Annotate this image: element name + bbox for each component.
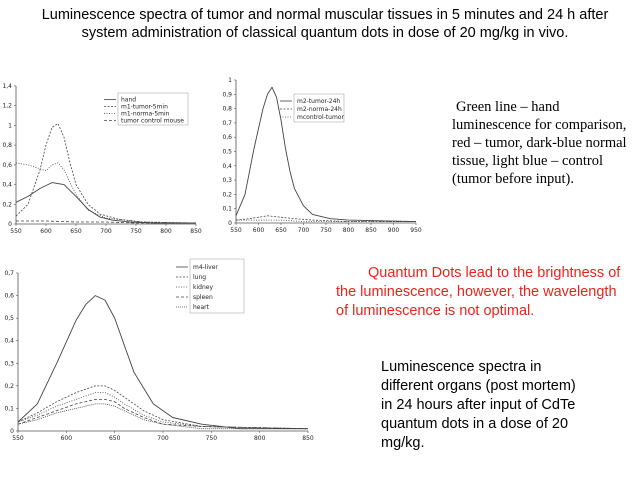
legend-label: m1-norma-5min bbox=[121, 110, 170, 118]
x-tick-label: 600 bbox=[60, 435, 73, 442]
legend-label: m2-tumor-24h bbox=[297, 98, 341, 105]
y-tick-label: 0,3 bbox=[222, 177, 232, 185]
series-line-hand bbox=[16, 183, 196, 223]
x-tick-label: 850 bbox=[365, 227, 377, 234]
y-tick-label: 0,7 bbox=[222, 119, 232, 127]
y-tick-label: 0,6 bbox=[2, 161, 12, 169]
x-tick-label: 700 bbox=[100, 228, 112, 235]
x-tick-label: 550 bbox=[12, 435, 24, 442]
x-tick-label: 650 bbox=[70, 228, 82, 235]
y-tick-label: 0,6 bbox=[4, 292, 14, 300]
y-tick-label: 0,8 bbox=[222, 105, 232, 113]
y-tick-label: 1 bbox=[228, 77, 232, 84]
series-line-m1-norma-5min bbox=[16, 163, 196, 223]
x-tick-label: 750 bbox=[205, 435, 218, 442]
x-tick-label: 550 bbox=[230, 227, 242, 234]
organs-caption: Luminescence spectra in different organs (post mortem) in 24 hours after input of CdTe quantum dots in a dose of 20 mg/kg. bbox=[381, 359, 576, 451]
x-tick-label: 550 bbox=[10, 228, 22, 235]
y-tick-label: 0,4 bbox=[2, 181, 12, 189]
y-tick-label: 0,6 bbox=[222, 134, 232, 142]
y-tick-label: 0 bbox=[10, 428, 14, 435]
y-tick-label: 0,9 bbox=[222, 91, 232, 99]
chart-svg bbox=[0, 78, 210, 238]
y-tick-label: 0 bbox=[228, 220, 232, 227]
x-tick-label: 750 bbox=[130, 228, 142, 235]
chart-svg bbox=[222, 72, 432, 238]
y-tick-label: 0,4 bbox=[222, 162, 232, 170]
legend-label: heart bbox=[193, 304, 209, 311]
slide-title: Luminescence spectra of tumor and normal muscular tissues in 5 minutes and 24 h after system administration of classical quantum dots in dose of 20 mg/kg in vivo. bbox=[41, 7, 609, 41]
series-line-heart bbox=[18, 404, 308, 429]
series-line-spleen bbox=[18, 399, 308, 428]
x-tick-label: 800 bbox=[160, 228, 172, 235]
chart-svg bbox=[0, 265, 320, 455]
x-tick-label: 600 bbox=[40, 228, 52, 235]
x-tick-label: 950 bbox=[410, 227, 422, 234]
y-tick-label: 1,4 bbox=[2, 83, 12, 90]
x-tick-label: 850 bbox=[302, 435, 314, 442]
y-tick-label: 0,3 bbox=[4, 360, 14, 368]
x-tick-label: 600 bbox=[252, 227, 265, 234]
y-tick-label: 0,2 bbox=[222, 191, 232, 199]
legend-label: lung bbox=[193, 274, 207, 281]
y-tick-label: 0,4 bbox=[4, 337, 14, 345]
legend-label: spleen bbox=[193, 294, 213, 301]
legend-label: tumor control mouse bbox=[121, 117, 184, 125]
y-tick-label: 0,7 bbox=[4, 270, 14, 277]
x-tick-label: 700 bbox=[157, 435, 169, 442]
x-tick-label: 800 bbox=[342, 227, 355, 234]
series-line-m1-tumor-5min bbox=[16, 124, 196, 224]
legend-label: mcontrol-tumor bbox=[297, 114, 344, 121]
x-tick-label: 650 bbox=[275, 227, 287, 234]
chart-organs-24h bbox=[0, 265, 320, 455]
y-tick-label: 1,2 bbox=[2, 102, 12, 110]
legend-label: m2-norma-24h bbox=[297, 106, 342, 113]
legend-explanation-note: Green line – hand luminescence for comparison, red – tumor, dark-blue normal tissue, light blue – control (tumor before input). bbox=[452, 99, 627, 187]
x-tick-label: 900 bbox=[387, 227, 400, 234]
x-tick-label: 650 bbox=[108, 435, 121, 442]
x-tick-label: 850 bbox=[190, 228, 202, 235]
conclusion-note: Quantum Dots lead to the brightness of the luminescence, however, the wavelength of luminescence is not optimal. bbox=[336, 265, 621, 319]
y-tick-label: 0,1 bbox=[222, 205, 232, 213]
y-tick-label: 0,5 bbox=[222, 148, 232, 156]
y-tick-label: 0,1 bbox=[4, 405, 14, 413]
legend-label: m4-liver bbox=[193, 264, 218, 271]
legend-label: m1-tumor-5min bbox=[121, 103, 168, 111]
legend-label: kidney bbox=[193, 284, 213, 291]
y-tick-label: 0,8 bbox=[2, 142, 12, 150]
chart-tumor-muscle-5min bbox=[0, 78, 210, 238]
legend-label: hand bbox=[121, 96, 137, 104]
y-tick-label: 0,2 bbox=[4, 382, 14, 390]
x-tick-label: 750 bbox=[320, 227, 332, 234]
chart-tumor-muscle-24h bbox=[222, 72, 432, 238]
y-tick-label: 0 bbox=[8, 221, 12, 228]
x-tick-label: 800 bbox=[253, 435, 266, 442]
y-tick-label: 1 bbox=[8, 122, 12, 130]
y-tick-label: 0,2 bbox=[2, 201, 12, 209]
x-tick-label: 700 bbox=[297, 227, 310, 234]
y-tick-label: 0,5 bbox=[4, 315, 14, 323]
